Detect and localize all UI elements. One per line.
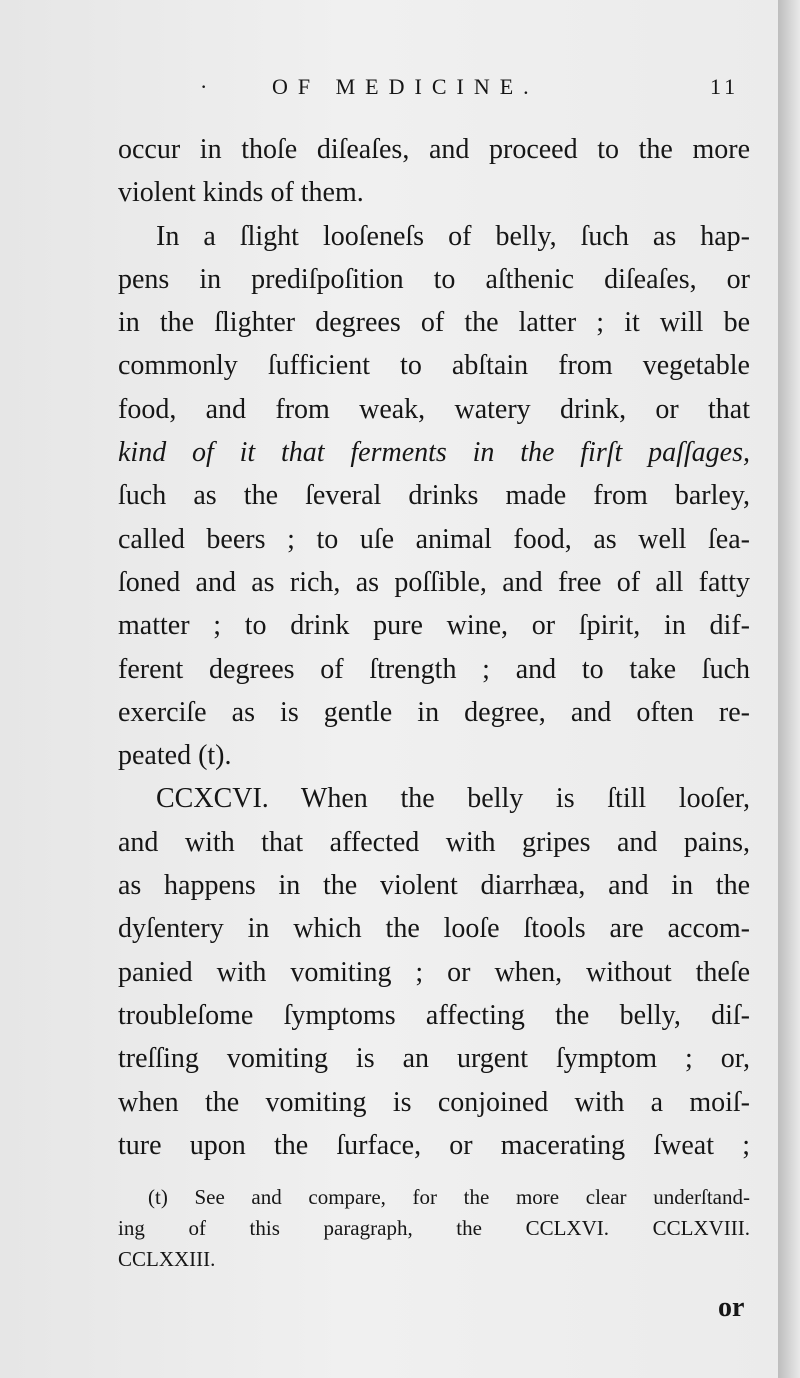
text-line: panied with vomiting ; or when, without theſe	[118, 956, 750, 988]
page-edge	[778, 0, 800, 1378]
text-line: in the ſlighter degrees of the latter ; it will be	[118, 307, 750, 339]
footnote-line: ing of this paragraph, the CCLXVI. CCLXVIII.	[118, 1216, 750, 1240]
text-line: violent kinds of them.	[118, 177, 364, 209]
text-line: commonly ſufficient to abſtain from vegetable	[118, 350, 750, 382]
text-line: as happens in the violent diarrhæa, and in the	[118, 870, 750, 902]
text-line: matter ; to drink pure wine, or ſpirit, in dif-	[118, 610, 750, 642]
catchword: or	[718, 1292, 745, 1323]
running-header	[200, 74, 740, 110]
page-number: 11	[710, 74, 740, 99]
text-line: ſuch as the ſeveral drinks made from barley,	[118, 480, 750, 512]
text-line: treſſing vomiting is an urgent ſymptom ; or,	[118, 1043, 750, 1075]
text-line: dyſentery in which the looſe ſtools are accom-	[118, 913, 750, 945]
footnote-line: (t) See and compare, for the more clear underſtand-	[148, 1185, 750, 1209]
text-line: occur in thoſe diſeaſes, and proceed to the more	[118, 134, 750, 165]
text-line: and with that affected with gripes and pains,	[118, 826, 750, 858]
text-line: ture upon the ſurface, or macerating ſweat ;	[118, 1129, 750, 1161]
text-line: In a ſlight looſeneſs of belly, ſuch as hap-	[156, 220, 750, 252]
text-line: pens in prediſpoſition to aſthenic diſeaſes, or	[118, 263, 750, 295]
text-line: troubleſome ſymptoms affecting the belly, diſ-	[118, 999, 750, 1031]
text-line: ferent degrees of ſtrength ; and to take ſuch	[118, 653, 750, 685]
text-line: CCXCVI. When the belly is ſtill looſer,	[156, 783, 750, 815]
text-line: when the vomiting is conjoined with a moiſ-	[118, 1086, 750, 1118]
text-line: peated (t).	[118, 740, 232, 772]
footnote-line: CCLXXIII.	[118, 1247, 216, 1271]
text-line: food, and from weak, watery drink, or that	[118, 393, 750, 425]
text-line: kind of it that ferments in the firſt paſſages,	[118, 437, 750, 469]
running-title: OF MEDICINE.	[272, 74, 539, 99]
footnote	[118, 1182, 750, 1275]
text-line: ſoned and as rich, as poſſible, and free of all fatty	[118, 566, 750, 598]
header-dot: ·	[200, 74, 218, 99]
text-line: called beers ; to uſe animal food, as well ſea-	[118, 523, 750, 555]
text-line: exerciſe as is gentle in degree, and often re-	[118, 696, 750, 728]
body-text	[118, 128, 750, 1167]
